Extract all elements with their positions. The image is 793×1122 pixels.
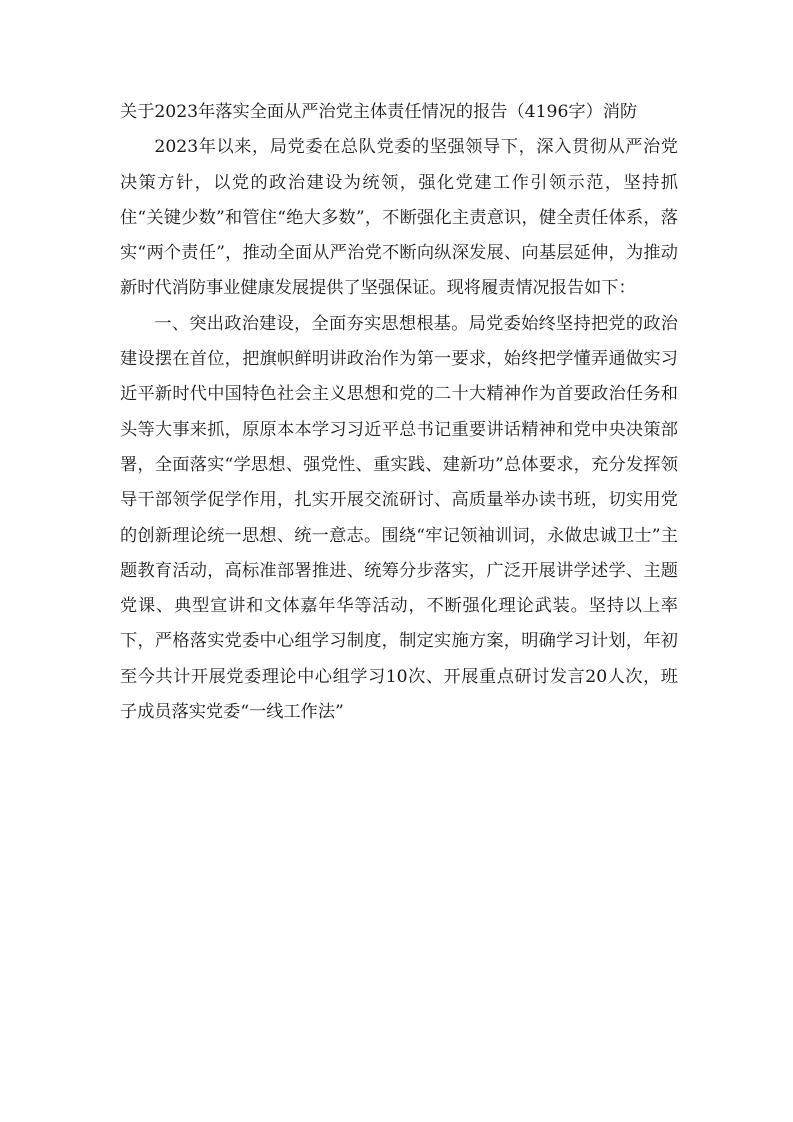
- document-title: 关于2023年落实全面从严治党主体责任情况的报告（4196字）消防: [120, 102, 638, 122]
- paragraph-intro: 2023年以来，局党委在总队党委的坚强领导下，深入贯彻从严治党决策方针，以党的政治建设为统领，强化党建工作引领示范，坚持抓住“关键少数”和管住“绝大多数”，不断强化主责意识，健全责任体系，落实“两个责任”，推动全面从严治党不断向纵深发展、向基层延伸，为推动新时代消防事业健康发展提供了坚强保证。现将履责情况报告如下：: [120, 137, 678, 299]
- document-page: [120, 95, 678, 730]
- paragraph-section-1: 一、突出政治建设，全面夯实思想根基。局党委始终坚持把党的政治建设摆在首位，把旗帜鲜明讲政治作为第一要求，始终把学懂弄通做实习近平新时代中国特色社会主义思想和党的二十大精神作为首要政治任务和头等大事来抓，原原本本学习习近平总书记重要讲话精神和党中央决策部署，全面落实“学思想、强党性、重实践、建新功”总体要求，充分发挥领导干部领学促学作用，扎实开展交流研讨、高质量举办读书班，切实用党的创新理论统一思想、统一意志。围绕“牢记领袖训词，永做忠诚卫士”主题教育活动，高标准部署推进、统筹分步落实，广泛开展讲学述学、主题党课、典型宣讲和文体嘉年华等活动，不断强化理论武装。坚持以上率下，严格落实党委中心组学习制度，制定实施方案，明确学习计划，年初至今共计开展党委理论中心组学习10次、开展重点研讨发言20人次，班子成员落实党委“一线工作法”: [120, 313, 678, 723]
